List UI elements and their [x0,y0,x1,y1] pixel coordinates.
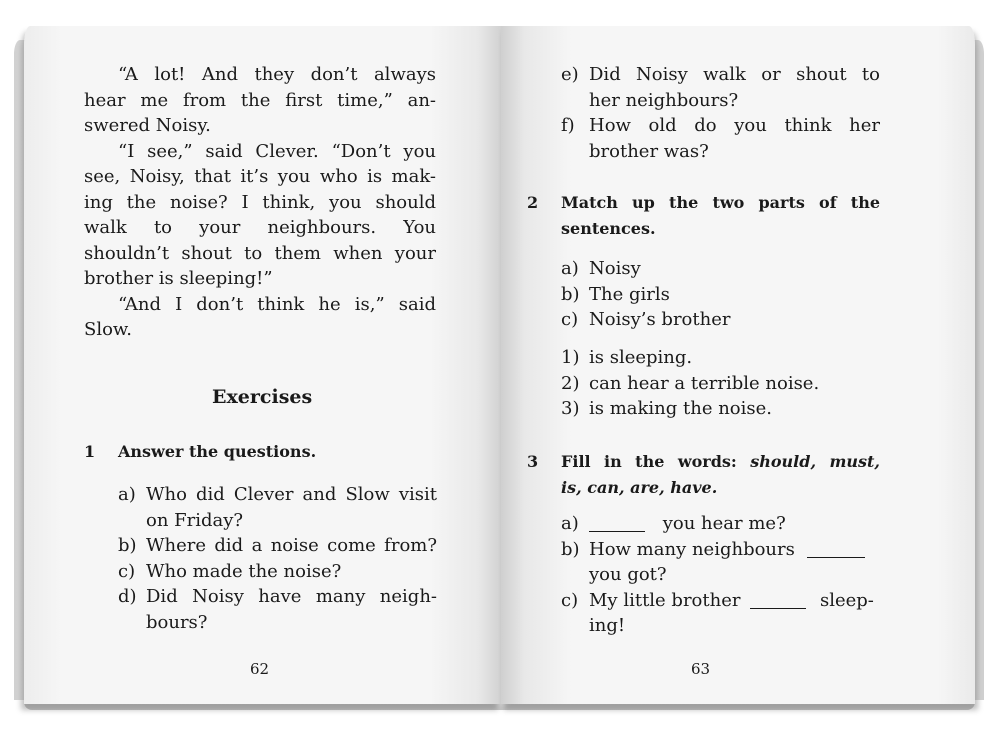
instruction-words: should, must, [750,452,880,471]
predicate-number: 1) [561,347,580,368]
exercise-2-instruction: Match up the two parts of the [561,193,880,212]
exercise-3-number: 3 [527,452,539,471]
predicate-text: is sleeping. [589,347,693,368]
subject-letter: c) [561,309,579,330]
fill-text: ing! [589,615,626,636]
story-line: shouldn’t shout to them when your [84,242,436,264]
question-letter: b) [118,535,137,556]
subject-text: Noisy [589,258,641,279]
exercise-2-number: 2 [527,193,539,212]
predicate-number: 2) [561,372,580,394]
exercise-1-number: 1 [84,442,96,461]
story-line: walk to your neighbours. You [84,217,436,238]
subject-text: The girls [589,283,670,305]
question-text: Who made the noise? [146,560,342,582]
instruction-prefix: Fill in the words: [561,452,737,471]
story-line: swered Noisy. [84,115,211,136]
page-number-right: 63 [691,660,711,678]
story-line: hear me from the first time,” an- [84,89,436,111]
fill-sentence [589,588,874,614]
answer-blank[interactable] [807,539,865,558]
exercise-3-instruction [561,475,717,501]
answer-blank[interactable] [750,590,806,609]
exercise-2-instruction: sentences. [561,218,656,238]
predicate-text: can hear a terrible noise. [589,372,820,394]
fill-text: you got? [589,564,667,585]
question-letter: d) [118,586,137,607]
question-letter: f) [561,115,575,136]
question-text: bours? [146,611,208,633]
answer-blank[interactable] [589,513,645,532]
fill-text: My little brother [589,589,741,611]
story-line: “And I don’t think he is,” said [118,293,436,315]
story-line: ing the noise? I think, you should [84,191,436,213]
exercise-3-instruction [561,449,880,475]
story-line: see, Noisy, that it’s you who is mak- [84,166,436,187]
question-letter: a) [118,484,136,505]
subject-letter: b) [561,283,580,305]
question-text: on Friday? [146,509,244,531]
exercise-1-instruction: Answer the questions. [118,442,317,461]
fill-sentence [589,511,786,537]
story-line: “A lot! And they don’t always [118,64,436,85]
predicate-number: 3) [561,398,580,419]
question-text: How old do you think her [589,115,880,136]
exercises-heading: Exercises [212,386,313,408]
question-text: Did Noisy walk or shout to [589,64,880,85]
fill-text: sleep- [819,589,874,611]
story-line: Slow. [84,319,132,340]
question-letter: c) [118,560,136,582]
page-number-left: 62 [250,660,270,678]
question-letter: e) [561,64,579,85]
story-line: brother is sleeping!” [84,268,273,289]
subject-letter: a) [561,258,579,279]
fill-letter: a) [561,513,579,534]
question-text: brother was? [589,140,709,162]
subject-text: Noisy’s brother [589,309,731,330]
fill-text: How many neighbours [589,538,795,560]
question-text: Who did Clever and Slow visit [146,484,437,505]
fill-sentence [589,537,865,563]
story-line: “I see,” said Clever. “Don’t you [118,140,436,162]
fill-letter: b) [561,538,580,560]
predicate-text: is making the noise. [589,398,773,419]
question-text: her neighbours? [589,89,739,111]
fill-letter: c) [561,589,579,611]
instruction-words: is, can, are, have. [561,477,718,497]
fill-text: you hear me? [662,513,786,534]
question-text: Did Noisy have many neigh- [146,586,437,607]
question-text: Where did a noise come from? [146,535,437,556]
